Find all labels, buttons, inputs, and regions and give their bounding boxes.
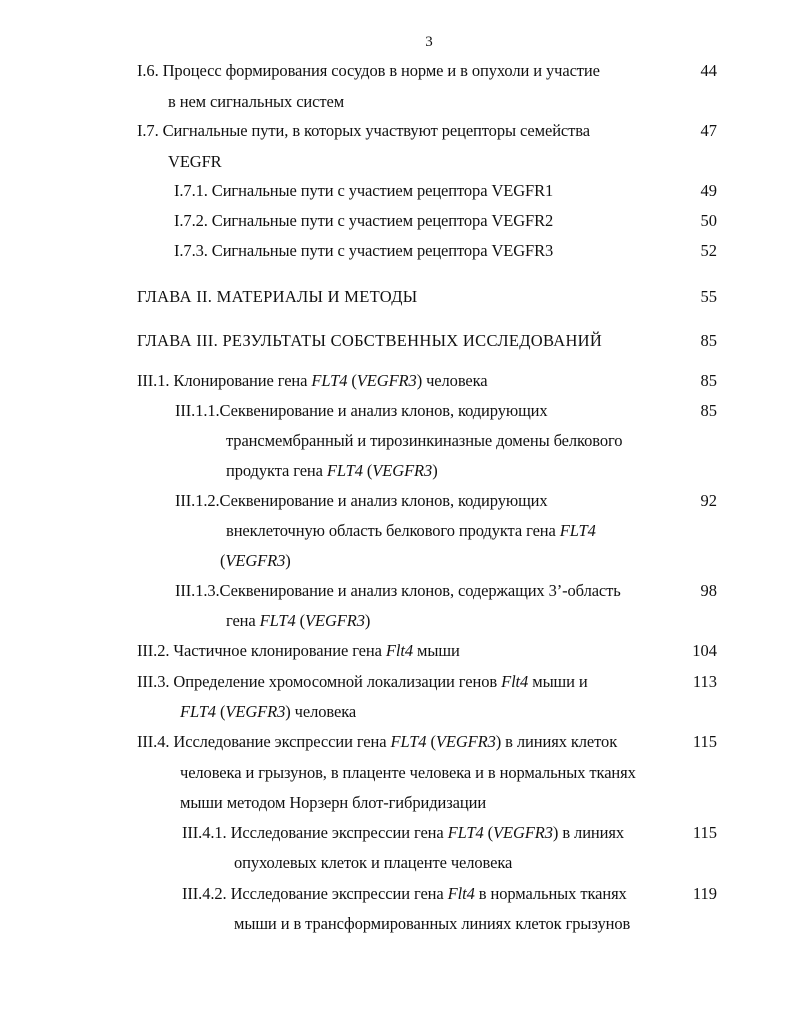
toc-entry-i7-page: 47: [700, 121, 717, 140]
toc-entry-i7-line1: I.7. Сигнальные пути, в которых участвуют рецепторы семейства: [137, 121, 590, 140]
toc-entry-iii13-line1: III.1.3.Секвенирование и анализ клонов, содержащих 3’-область: [175, 581, 621, 600]
toc-entry-iii42-page: 119: [692, 884, 717, 903]
toc-entry-i72-page: 50: [700, 211, 717, 230]
toc-entry-i71-page: 49: [700, 181, 717, 200]
toc-entry-iii13-page: 98: [700, 581, 717, 600]
toc-entry-iii11-page: 85: [700, 401, 717, 420]
toc-entry-iii4-line3: мыши методом Норзерн блот-гибридизации: [180, 793, 487, 812]
page-number: 3: [425, 34, 433, 50]
toc-entry-i7-line2: VEGFR: [168, 152, 222, 171]
toc-entry-iii1-page: 85: [700, 371, 717, 390]
toc-entry-iii2-page: 104: [692, 641, 717, 660]
toc-entry-iii12-line3: (VEGFR3): [220, 551, 291, 570]
toc-entry-iii4-line1: III.4. Исследование экспрессии гена FLT4 (VEGFR3) в линиях клеток: [137, 732, 618, 751]
toc-entry-i6-line2: в нем сигнальных систем: [168, 92, 345, 111]
toc-chapter-3-page: 85: [700, 331, 717, 350]
toc-entry-iii12-line1: III.1.2.Секвенирование и анализ клонов, кодирующих: [175, 491, 548, 510]
toc-entry-i6-page: 44: [700, 61, 717, 80]
toc-entry-iii2-text: III.2. Частичное клонирование гена Flt4 мыши: [137, 641, 460, 660]
toc-entry-iii4-page: 115: [692, 732, 717, 751]
toc-entry-iii42-line1: III.4.2. Исследование экспрессии гена Flt4 в нормальных тканях: [182, 884, 627, 903]
toc-entry-iii3-line1: III.3. Определение хромосомной локализации генов Flt4 мыши и: [137, 672, 588, 691]
toc-entry-i73-text: I.7.3. Сигнальные пути с участием рецептора VEGFR3: [174, 241, 554, 260]
toc-entry-i73-page: 52: [700, 241, 717, 260]
toc-entry-iii11-line3: продукта гена FLT4 (VEGFR3): [226, 461, 438, 480]
toc-entry-iii4-line2: человека и грызунов, в плаценте человека и в нормальных тканях: [180, 763, 636, 782]
toc-entry-iii1-text: III.1. Клонирование гена FLT4 (VEGFR3) человека: [137, 371, 488, 390]
toc-entry-iii12-line2: внеклеточную область белкового продукта гена FLT4: [226, 521, 596, 540]
toc-entry-i6-line1: I.6. Процесс формирования сосудов в норме и в опухоли и участие: [137, 61, 600, 80]
toc-entry-i71-text: I.7.1. Сигнальные пути с участием рецептора VEGFR1: [174, 181, 554, 200]
toc-entry-iii42-line2: мыши и в трансформированных линиях клеток грызунов: [234, 914, 631, 933]
toc-chapter-2-page: 55: [700, 287, 717, 306]
toc-chapter-3-title: ГЛАВА III. РЕЗУЛЬТАТЫ СОБСТВЕННЫХ ИССЛЕДОВАНИЙ: [137, 331, 603, 350]
toc-entry-iii3-page: 113: [692, 672, 717, 691]
toc-entry-iii3-line2: FLT4 (VEGFR3) человека: [180, 702, 357, 721]
toc-chapter-2-title: ГЛАВА II. МАТЕРИАЛЫ И МЕТОДЫ: [137, 287, 418, 306]
toc-entry-iii11-line2: трансмембранный и тирозинкиназные домены белкового: [226, 431, 623, 450]
toc-entry-iii41-page: 115: [692, 823, 717, 842]
toc-entry-iii41-line2: опухолевых клеток и плаценте человека: [234, 853, 513, 872]
toc-entry-i72-text: I.7.2. Сигнальные пути с участием рецептора VEGFR2: [174, 211, 554, 230]
toc-entry-iii11-line1: III.1.1.Секвенирование и анализ клонов, кодирующих: [175, 401, 548, 420]
toc-entry-iii12-page: 92: [700, 491, 717, 510]
toc-entry-iii13-line2: гена FLT4 (VEGFR3): [226, 611, 371, 630]
toc-entry-iii41-line1: III.4.1. Исследование экспрессии гена FLT4 (VEGFR3) в линиях: [182, 823, 625, 842]
